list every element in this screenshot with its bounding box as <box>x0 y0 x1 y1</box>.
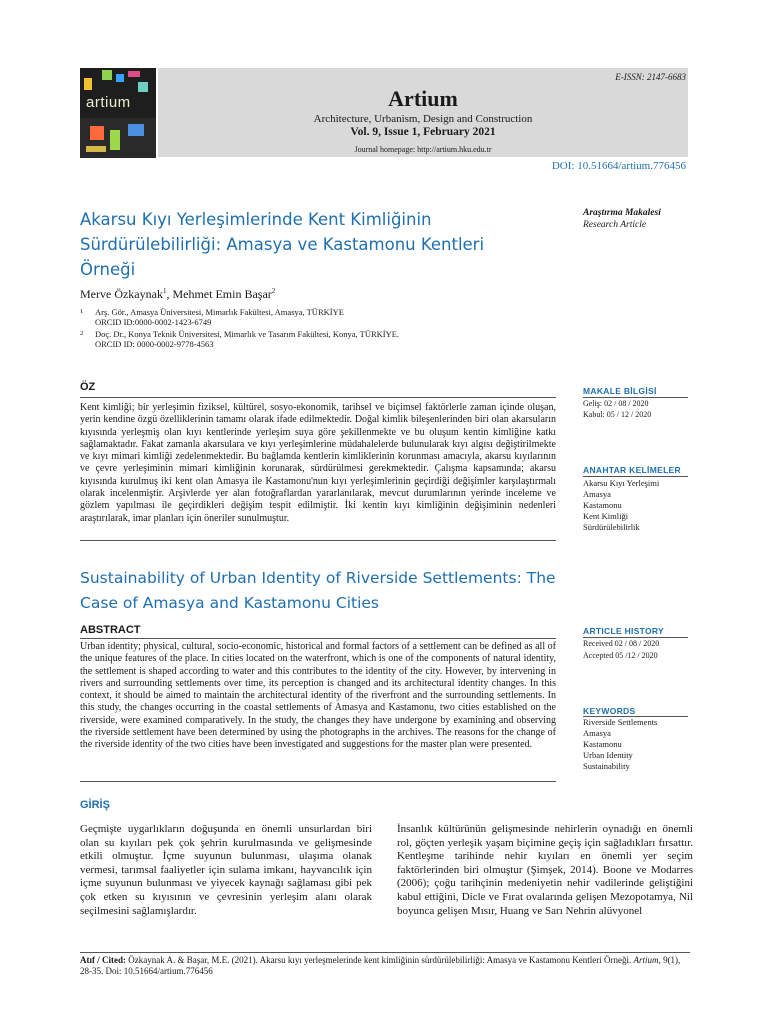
affiliation-1-orcid: ORCID ID:0000-0002-1423-6749 <box>95 317 212 327</box>
keyword-tr: Kent Kimliği <box>583 511 629 521</box>
logo-text: artium <box>86 94 131 111</box>
article-type-en: Research Article <box>583 220 647 230</box>
abstract-heading: ABSTRACT <box>80 624 141 636</box>
article-type-tr: Araştırma Makalesi <box>583 208 661 218</box>
makale-bilgisi-heading: MAKALE BİLGİSİ <box>583 386 657 396</box>
received-tr: Geliş: 02 / 08 / 2020 <box>583 399 649 408</box>
keyword-tr: Kastamonu <box>583 500 622 510</box>
accepted-en: Accepted 05 /12 / 2020 <box>583 651 658 660</box>
oz-divider <box>80 397 556 398</box>
body-column-right: İnsanlık kültürünün gelişmesinde nehirlerin oynadığı en önemli rol, göçten yerleşik yaşam biçimine geçiş için sağladıkları fırsattır. Kentleşme tarihinde nehir kıyıları en önemli yer seçim faktörlerinden biri olmuştur (Şimşek, 2014). Boone ve Modarres (2006); çoğu tarihçinin medeniyetin nehir vadilerinde geliştiğini kabul ettiğini, Dicle ve Fırat ovalarında gelişen Mezopotamya, Nil boyunca gelişen Mısır, Huang ve Sarı Nehrin alüvyonel <box>397 823 693 917</box>
citation-label: Atıf / Cited: <box>80 955 126 965</box>
keyword-tr: Akarsu Kıyı Yerleşimi <box>583 478 660 488</box>
oz-divider-bottom <box>80 540 556 541</box>
anahtar-divider <box>583 476 688 477</box>
citation-text: Özkaynak A. & Başar, M.E. (2021). Akarsu kıyı yerleşmelerinde kent kimliğinin sürdürülebilirliği: Amasya ve Kastamonu Kentleri Örneği. <box>126 955 634 965</box>
keyword-en: Urban Identity <box>583 750 633 760</box>
anahtar-list <box>583 478 659 533</box>
author-1-sup: 1 <box>162 287 167 295</box>
author-1: Merve Özkaynak <box>80 287 163 301</box>
anahtar-heading: ANAHTAR KELİMELER <box>583 465 681 475</box>
author-2: Mehmet Emin Başar <box>172 287 272 301</box>
journal-logo <box>80 68 156 158</box>
keyword-en: Kastamonu <box>583 739 622 749</box>
received-en: Received 02 / 08 / 2020 <box>583 639 660 648</box>
abstract-divider-bottom <box>80 781 556 782</box>
oz-heading: ÖZ <box>80 381 96 393</box>
citation <box>80 955 692 977</box>
keywords-heading: KEYWORDS <box>583 706 636 716</box>
citation-divider <box>80 952 690 953</box>
affiliation-2-orcid: ORCID ID: 0000-0002-9778-4563 <box>95 339 214 349</box>
affiliation-2 <box>80 329 399 349</box>
journal-volume: Vol. 9, Issue 1, February 2021 <box>350 126 496 138</box>
citation-rest: 9(1), 28-35. Doi: 10.51664/artium.776456 <box>80 955 681 976</box>
journal-homepage[interactable]: Journal homepage: http://artium.hku.edu.tr <box>354 145 492 154</box>
accepted-tr: Kabul: 05 / 12 / 2020 <box>583 410 652 419</box>
journal-subtitle: Architecture, Urbanism, Design and Construction <box>313 113 533 125</box>
title-en: Sustainability of Urban Identity of Riverside Settlements: The Case of Amasya and Kastamonu Cities <box>80 569 556 612</box>
doi-link[interactable]: DOI: 10.51664/artium.776456 <box>551 160 686 172</box>
keywords-list <box>583 717 657 772</box>
title-tr: Akarsu Kıyı Yerleşimlerinde Kent Kimliğinin Sürdürülebilirliği: Amasya ve Kastamonu Kentleri Örneği <box>80 210 485 279</box>
keyword-en: Amasya <box>583 728 611 738</box>
keyword-en: Riverside Settlements <box>583 717 658 727</box>
author-separator: , <box>166 287 173 301</box>
author-2-sup: 2 <box>271 287 276 295</box>
keyword-tr: Sürdürülebilirlik <box>583 522 640 532</box>
affiliation-1-line1: Arş. Gör., Amasya Üniversitesi, Mimarlık Fakültesi, Amasya, TÜRKİYE <box>95 307 344 317</box>
affiliation-1-num: 1 <box>80 308 84 315</box>
citation-journal: Artium, <box>633 955 661 965</box>
keyword-tr: Amasya <box>583 489 611 499</box>
abstract-divider <box>80 638 556 639</box>
giris-heading: GİRİŞ <box>80 799 110 811</box>
eissn: E-ISSN: 2147-6683 <box>615 72 686 82</box>
oz-body: Kent kimliği; bir yerleşimin fiziksel, kültürel, sosyo-ekonomik, tarihsel ve biçimsel faktörlerle zaman içinde oluşan, yerin kendine özgü özelliklerinin tamamı olarak ifade edilmektedir. Doğal kimlik bileşenlerinden biri olan akarsuların kıyısında yerleşmiş olan kıyı kentlerinde yerleşim suya göre şekillenmekte ve bu oluşum kentin kimliğine katkı sağlamaktadır. Fakat zamanla akarsulara ve kıyı yerleşimlerine müdahalelerde bulunularak kıyı algısı değiştirilmekte ve kıyı mimari kimliği zedelenmektedir. Bu bağlamda kentlerin kimliklerinin korunması amacıyla, akarsu kıyılarının ve çevre yerleşiminin mimari kimliğinin korunarak, sürdürülmesi gerekmektedir. Çalışma kapsamında; akarsu kıyısında kurulmuş iki kent olan Amasya ile Kastamonu'nun kıyı yerleşimlerinin geçirdiği değişimler karşılaştırmalı olarak incelenmiştir. Arşivlerde yer alan fotoğraflardan yararlanılarak, mevcut durumlarının yerinde inceleme ve gözlem yapılması ile geçirdikleri değişim tespit edilmiştir. İki kentin kıyı kimliğinin değişiminin nedenleri araştırılarak, imar planları için öneriler sunulmuştur. <box>80 402 556 524</box>
article-history-heading: ARTICLE HISTORY <box>583 626 665 636</box>
affiliation-2-num: 2 <box>80 330 84 337</box>
body-column-left: Geçmişte uygarlıkların doğuşunda en önemli unsurlardan biri olan su kıyıları pek çok şehrin kurulmasında ve gelişmesinde etkili olmuştur. İçme suyunun bulunması, ulaşıma olanak vermesi, tarımsal faaliyetler için sulama imkanı, hayvancılık için içme suyunun bulunması ve yiyecek kaynağı sağlaması gibi pek çok etken su kıyısının ve çevresinin yerleşim alanı olarak seçilmesini sağlamışlardır. <box>80 823 372 917</box>
keyword-en: Sustainability <box>583 761 630 771</box>
affiliation-1 <box>80 307 344 327</box>
affiliation-2-line1: Doç. Dr., Konya Teknik Üniversitesi, Mimarlık ve Tasarım Fakültesi, Konya, TÜRKİYE. <box>95 329 400 339</box>
authors <box>80 287 275 302</box>
abstract-body: Urban identity; physical, cultural, socio-economic, historical and formal factors of a settlement can be defined as all of the unique features of the place. In cities located on the waterfront, which is one of the components of natural identity, the settlement is shaped according to water and this contributes to the identity of the city. However, by intervening in rivers and surrounding settlements over time, its perception is changed and its architectural identity changes. In this context, it should be aimed to maintain the architectural identity of the riverfront and the surrounding settlements. In this study, the changes occurring in the coastal settlements of Amasya and Kastamonu, two cities established on the riverside, were examined comparatively. In the study, the changes they have undergone by examining and observing the riverside settlement have been determined by using the photographs in the archives. The reasons for the change of the riverside identity of the two cities have been investigated and suggestions for the master plan were presented. <box>80 641 556 751</box>
journal-name: Artium <box>388 86 458 111</box>
